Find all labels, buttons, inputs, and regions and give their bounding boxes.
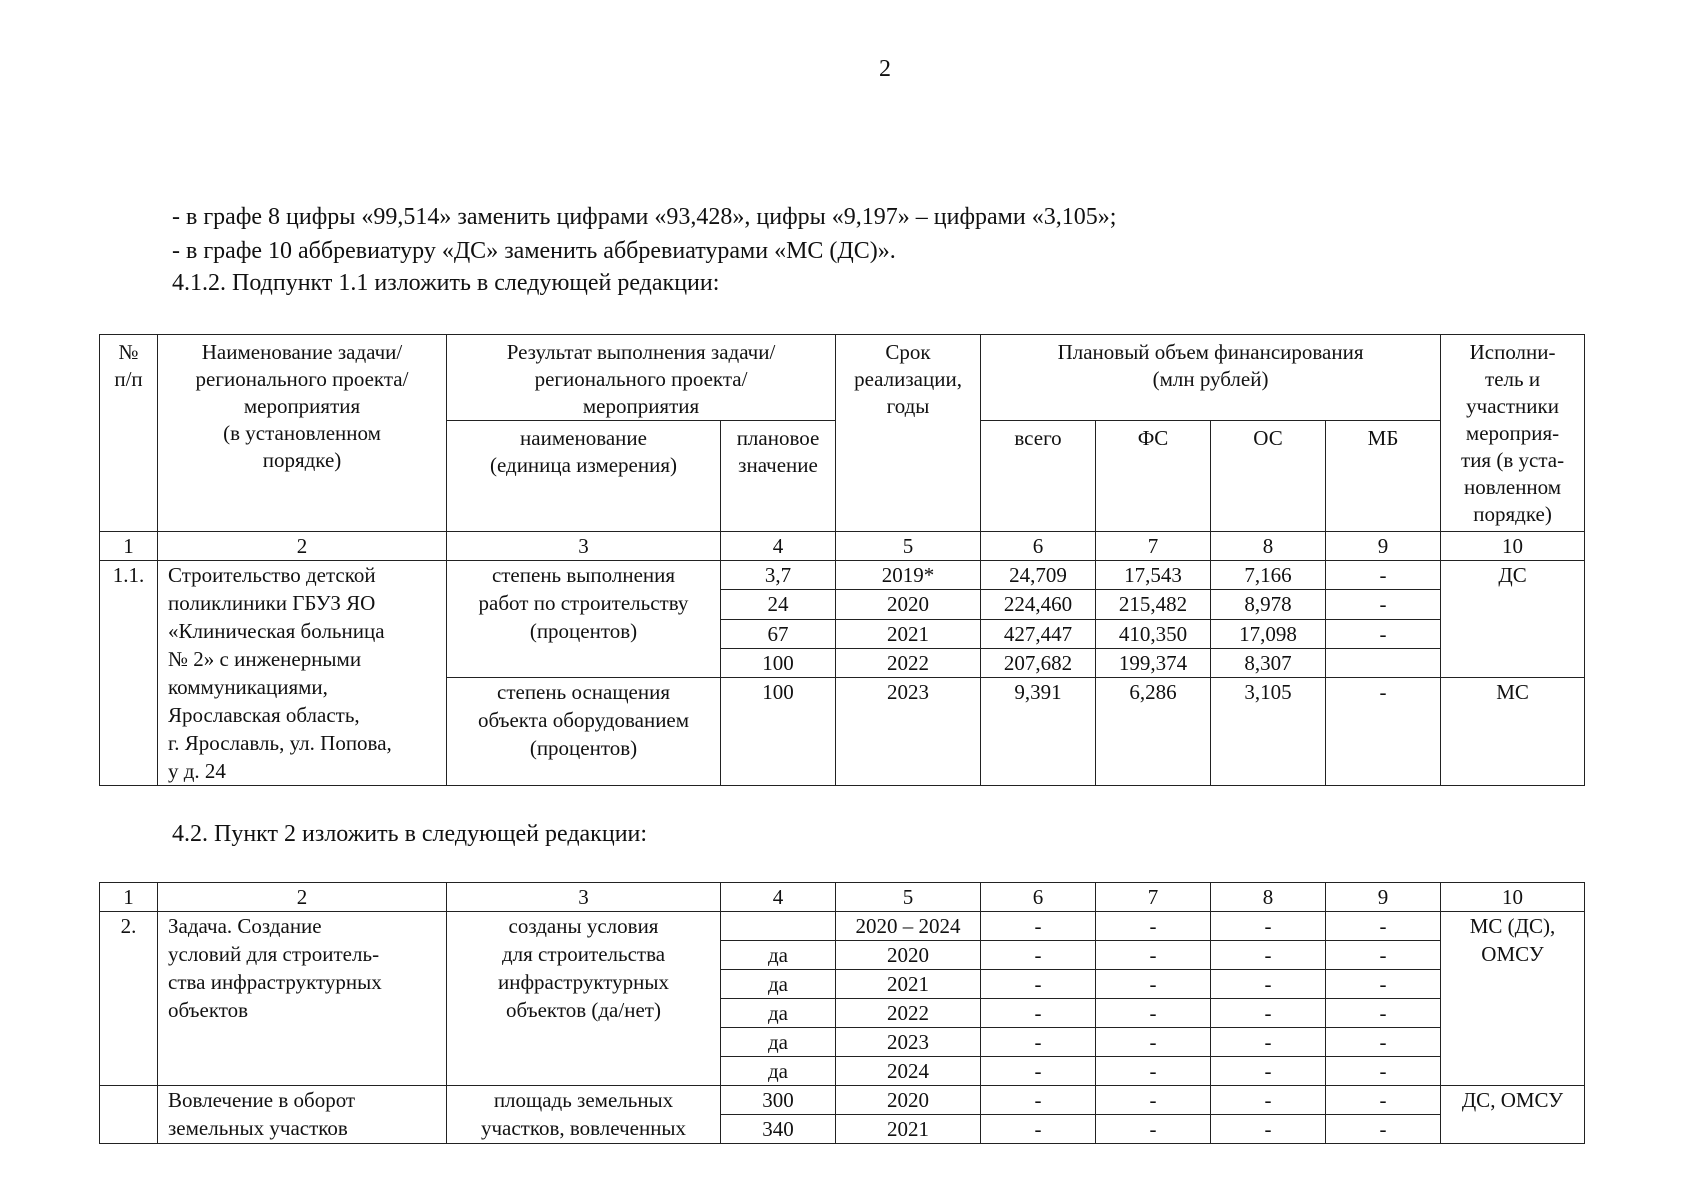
total: - — [981, 1115, 1096, 1144]
os: - — [1211, 1115, 1326, 1144]
header-term: Срок реализации, годы — [836, 335, 981, 532]
col-number: 3 — [447, 532, 721, 561]
paragraph-4-1-2-heading: 4.1.2. Подпункт 1.1 изложить в следующей редакции: — [172, 270, 720, 296]
paragraph-graph8-change: - в графе 8 цифры «99,514» заменить цифрами «93,428», цифры «9,197» – цифрами «3,105»; — [172, 204, 1117, 230]
fs: 410,350 — [1096, 619, 1211, 648]
col-number: 2 — [158, 532, 447, 561]
col-number: 8 — [1211, 532, 1326, 561]
total: - — [981, 912, 1096, 941]
plan-value — [721, 912, 836, 941]
col-number: 1 — [100, 883, 158, 912]
fs: - — [1096, 1057, 1211, 1086]
table-row — [100, 1086, 1585, 1115]
task-executor: МС (ДС), ОМСУ — [1441, 912, 1585, 1086]
col-number: 10 — [1441, 883, 1585, 912]
page-number: 2 — [879, 56, 891, 82]
mb: - — [1326, 1115, 1441, 1144]
col-number: 3 — [447, 883, 721, 912]
year: 2020 – 2024 — [836, 912, 981, 941]
total: 207,682 — [981, 648, 1096, 677]
header-total: всего — [981, 421, 1096, 532]
mb: - — [1326, 678, 1441, 786]
header-row-1 — [100, 335, 1585, 421]
mb: - — [1326, 1028, 1441, 1057]
header-task-name: Наименование задачи/ регионального проекта/ мероприятия (в установленном порядке) — [158, 335, 447, 532]
year: 2020 — [836, 590, 981, 619]
executor-ms: МС — [1441, 678, 1585, 786]
plan-value: 100 — [721, 678, 836, 786]
indicator-construction: степень выполнения работ по строительству (процентов) — [447, 561, 721, 678]
col-number: 7 — [1096, 883, 1211, 912]
sub-name: Вовлечение в оборот земельных участков — [158, 1086, 447, 1144]
year: 2023 — [836, 1028, 981, 1057]
col-number: 2 — [158, 883, 447, 912]
os: 3,105 — [1211, 678, 1326, 786]
header-mb: МБ — [1326, 421, 1441, 532]
fs: - — [1096, 912, 1211, 941]
row-object-name: Строительство детской поликлиники ГБУЗ ЯО «Клиническая больница № 2» с инженерными коммуникациями, Ярославская область, г. Ярославль, ул. Попова, у д. 24 — [158, 561, 447, 786]
mb: - — [1326, 1086, 1441, 1115]
col-number: 6 — [981, 883, 1096, 912]
table-point-2 — [99, 882, 1585, 1144]
os: - — [1211, 999, 1326, 1028]
table-subpoint-1-1 — [99, 334, 1585, 786]
os: - — [1211, 912, 1326, 941]
col-number: 9 — [1326, 532, 1441, 561]
indicator-equipment: степень оснащения объекта оборудованием (процентов) — [447, 678, 721, 786]
mb: - — [1326, 561, 1441, 590]
total: 24,709 — [981, 561, 1096, 590]
os: - — [1211, 1057, 1326, 1086]
col-number: 9 — [1326, 883, 1441, 912]
total: 427,447 — [981, 619, 1096, 648]
col-number: 7 — [1096, 532, 1211, 561]
col-number: 10 — [1441, 532, 1585, 561]
col-number: 4 — [721, 532, 836, 561]
year: 2021 — [836, 1115, 981, 1144]
column-number-row — [100, 532, 1585, 561]
sub-number — [100, 1086, 158, 1144]
os: 8,978 — [1211, 590, 1326, 619]
column-number-row — [100, 883, 1585, 912]
year: 2024 — [836, 1057, 981, 1086]
year: 2021 — [836, 619, 981, 648]
col-number: 6 — [981, 532, 1096, 561]
header-num: № п/п — [100, 335, 158, 532]
plan-value: да — [721, 999, 836, 1028]
total: 9,391 — [981, 678, 1096, 786]
task-number: 2. — [100, 912, 158, 1086]
plan-value: 100 — [721, 648, 836, 677]
col-number: 1 — [100, 532, 158, 561]
plan-value: 340 — [721, 1115, 836, 1144]
os: 7,166 — [1211, 561, 1326, 590]
year: 2021 — [836, 970, 981, 999]
col-number: 8 — [1211, 883, 1326, 912]
col-number: 5 — [836, 532, 981, 561]
fs: 215,482 — [1096, 590, 1211, 619]
col-number: 5 — [836, 883, 981, 912]
header-os: ОС — [1211, 421, 1326, 532]
total: - — [981, 970, 1096, 999]
mb: - — [1326, 912, 1441, 941]
plan-value: да — [721, 941, 836, 970]
fs: - — [1096, 999, 1211, 1028]
table-row — [100, 561, 1585, 590]
os: - — [1211, 941, 1326, 970]
mb — [1326, 648, 1441, 677]
mb: - — [1326, 999, 1441, 1028]
fs: 6,286 — [1096, 678, 1211, 786]
year: 2022 — [836, 999, 981, 1028]
plan-value: 67 — [721, 619, 836, 648]
paragraph-graph10-change: - в графе 10 аббревиатуру «ДС» заменить аббревиатурами «МС (ДС)». — [172, 238, 896, 264]
total: - — [981, 1086, 1096, 1115]
year: 2022 — [836, 648, 981, 677]
task-indicator: созданы условия для строительства инфраструктурных объектов (да/нет) — [447, 912, 721, 1086]
executor-ds: ДС — [1441, 561, 1585, 678]
plan-value: 3,7 — [721, 561, 836, 590]
year: 2020 — [836, 1086, 981, 1115]
total: - — [981, 999, 1096, 1028]
header-result-name: наименование (единица измерения) — [447, 421, 721, 532]
year: 2020 — [836, 941, 981, 970]
sub-indicator: площадь земельных участков, вовлеченных — [447, 1086, 721, 1144]
os: - — [1211, 1086, 1326, 1115]
header-fs: ФС — [1096, 421, 1211, 532]
mb: - — [1326, 1057, 1441, 1086]
header-result: Результат выполнения задачи/ регионального проекта/ мероприятия — [447, 335, 836, 421]
os: 17,098 — [1211, 619, 1326, 648]
os: 8,307 — [1211, 648, 1326, 677]
paragraph-4-2-heading: 4.2. Пункт 2 изложить в следующей редакции: — [172, 821, 648, 847]
total: - — [981, 1028, 1096, 1057]
mb: - — [1326, 590, 1441, 619]
header-executor: Исполни- тель и участники мероприя- тия (в уста- новленном порядке) — [1441, 335, 1585, 532]
total: 224,460 — [981, 590, 1096, 619]
plan-value: 24 — [721, 590, 836, 619]
os: - — [1211, 970, 1326, 999]
fs: - — [1096, 1028, 1211, 1057]
fs: - — [1096, 970, 1211, 999]
plan-value: 300 — [721, 1086, 836, 1115]
mb: - — [1326, 619, 1441, 648]
fs: - — [1096, 941, 1211, 970]
plan-value: да — [721, 970, 836, 999]
row-number: 1.1. — [100, 561, 158, 786]
col-number: 4 — [721, 883, 836, 912]
os: - — [1211, 1028, 1326, 1057]
sub-executor: ДС, ОМСУ — [1441, 1086, 1585, 1144]
year: 2023 — [836, 678, 981, 786]
table-row — [100, 912, 1585, 941]
task-name: Задача. Создание условий для строитель- ства инфраструктурных объектов — [158, 912, 447, 1086]
plan-value: да — [721, 1057, 836, 1086]
fs: 17,543 — [1096, 561, 1211, 590]
year: 2019* — [836, 561, 981, 590]
fs: 199,374 — [1096, 648, 1211, 677]
fs: - — [1096, 1115, 1211, 1144]
header-finance: Плановый объем финансирования (млн рублей) — [981, 335, 1441, 421]
mb: - — [1326, 941, 1441, 970]
fs: - — [1096, 1086, 1211, 1115]
header-result-plan: плановое значение — [721, 421, 836, 532]
total: - — [981, 941, 1096, 970]
mb: - — [1326, 970, 1441, 999]
total: - — [981, 1057, 1096, 1086]
plan-value: да — [721, 1028, 836, 1057]
